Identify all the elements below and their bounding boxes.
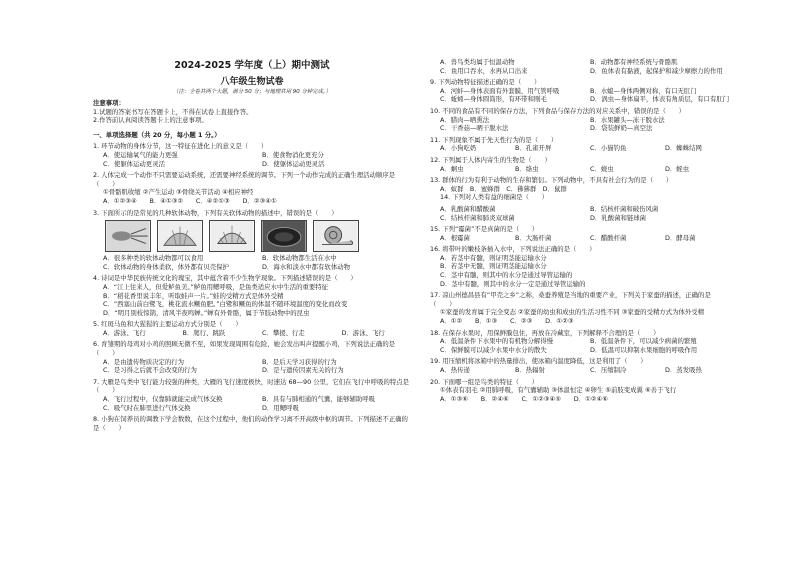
options [430, 165, 730, 174]
mussel-icon [261, 220, 307, 252]
left-column [93, 0, 411, 432]
option: D．游泳、飞行 [341, 328, 385, 337]
question [93, 171, 411, 205]
question [93, 274, 411, 317]
question-stem: 20. 下面哪一组是鸟类的特征（ ） [430, 377, 539, 386]
option: A．蚁群 B．蜜蜂群 C．狒狒群 D．鼠群 [440, 184, 567, 193]
option: A．热传递 [440, 366, 470, 374]
question-stem: 3. 下面所示的是常见的几种软体动物，下列有关软体动物的描述中，错误的是（ ） [93, 208, 338, 217]
option: C．结核杆菌和肺炎双球菌 [440, 213, 515, 222]
option: A．很多种类的软体动物都可以食用 [103, 254, 204, 263]
mollusk-images [105, 220, 411, 252]
notice-item: 2.作答前认真阅读答题卡上的注意事项。 [93, 116, 208, 125]
left-question-list [93, 142, 411, 432]
option: B．若茎中无髓，则证明茎能运输水分 [440, 262, 547, 271]
question-stem: 11. 下列现象不属于先天性行为的是（ ） [430, 135, 558, 144]
question [430, 357, 730, 374]
question-stem: 15. 下列“霉菌”不是真菌的是（ ） [430, 225, 539, 234]
question-stem: 1. 环节动物的身体分节，这一特征在进化上的意义是（ ） [93, 142, 268, 151]
question [430, 225, 730, 242]
options [430, 185, 730, 202]
question [93, 340, 411, 374]
option-line: C．“西塞山前白鹭飞，桃花流水鳜鱼肥。”白鹭和鳜鱼的体温不随环境温度的变化而改变 [103, 300, 348, 309]
option: C．干香菇—晒干脱水法 [440, 124, 509, 133]
option: A．使运输氧气的能力更强 [103, 150, 178, 159]
exam-subtitle: 八年级生物试卷 [220, 77, 284, 87]
option: C．小猫钓鱼 [590, 144, 627, 153]
question-stem: 13. 群体的行为有利于动物的生存和繁衍。下列动物中，不具有社会行为的是（ ） [430, 176, 673, 185]
option: C．蛲虫 [590, 164, 614, 173]
options [430, 234, 730, 243]
options [430, 337, 730, 354]
option: A．河蚌—身体表面有外套膜，用气管呼吸 [440, 86, 560, 95]
option: D．茎中有髓，则其中的水分一定是通过导管运输的 [440, 279, 586, 288]
option: B．动物都有神经系统与骨骼肌 [590, 58, 678, 66]
option: C．是习得之后就不会改变的行为 [103, 366, 197, 375]
option: B．软体动物都生活在水中 [262, 254, 337, 263]
option: D．袋装鲜奶—真空法 [590, 124, 653, 133]
options [430, 58, 730, 75]
option: A．兽鸟类均属于恒温动物 [440, 58, 515, 66]
option: B．低温条件下，可以减少病菌的繁殖 [590, 337, 697, 346]
option-line: D．“明月别枝惊鹊，清风半夜鸣蝉。”蝉有外骨骼，属于节肢动物中的昆虫 [103, 308, 310, 317]
option: A．①② B．①③ C．②③ D．①②③ [440, 317, 574, 326]
option: D．使躯体运动更灵活 [262, 159, 325, 168]
options [430, 87, 730, 104]
question [93, 320, 411, 337]
option: ①骨骼肌收缩 ②产生运动 ③骨绕关节活动 ④相应神经 [103, 188, 254, 197]
question [430, 205, 730, 222]
option: B．具有与肺相通的气囊，能够辅助呼吸 [262, 395, 376, 404]
option: A．①③⑥ B．②④⑥ C．①②③④⑤ D．①②④⑥ [440, 394, 608, 403]
question-stem: 10. 不同的食品有不同的保存方法，下列食品与保存方法的对应关系中，错误的是（ ） [430, 106, 686, 115]
question [93, 209, 411, 272]
question-stem: 6. 育雏期的母鸡对小鸡的照顾无微不至，如果发现周围有危险，她会发出叫声提醒小鸡，下列说法正确的是（ ） [93, 340, 396, 358]
question-stem: 8. 小狗在饲养员的调教下学会数数，在这个过程中，他们的动作学习离不开高级中枢的调节。下列描述不正确的是（ ） [93, 415, 408, 432]
question [93, 142, 411, 168]
question-stem: 2. 人体完成一个动作不只需要运动系统，还需要神经系统的调节。下列一个动作完成的正确生理活动顺序是（ ） [93, 171, 396, 188]
question [430, 78, 730, 104]
options [430, 386, 730, 403]
exam-title: 2024-2025 学年度（上）期中测试 [174, 60, 330, 71]
option: A．①②③④ B．④①③② C．④②①③ D．②③④① [103, 196, 277, 205]
option: B．水螅—身体两侧对称，有口无肛门 [590, 86, 697, 95]
option: 14. 下列对人类有益的细菌是（ ） [440, 193, 549, 202]
option: A．蛔虫 [440, 164, 464, 173]
option: D．蒸发吸热 [665, 366, 702, 374]
option: D．蜘蛛结网 [665, 144, 702, 153]
option: ①家蚕的发育属于完全变态 ②家蚕的幼虫和成虫的生活习性不同 ③家蚕的受精方式为体外受精 [440, 308, 705, 317]
options [430, 366, 730, 375]
option: C．攀援、行走 [262, 328, 305, 337]
snail-icon [313, 220, 359, 252]
option: A．低温条件下水果中的有机物分解得慢 [440, 337, 554, 346]
option: D．鱼体表有黏液，起保护和减少摩擦力的作用 [590, 66, 723, 75]
options [93, 395, 411, 412]
option: C．保鲜膜可以减少水果中水分的散失 [440, 345, 547, 354]
section-heading: 一、单项选择题（共 20 分，每小题 1 分。） [93, 130, 221, 139]
option: A．根霉菌 [440, 233, 470, 242]
question-stem: 17. 凉山州德昌县有“甲壳之乡”之称，桑蚕养殖是当地的重要产业，下列关于家蚕的描述，正确的是（ ） [430, 291, 711, 308]
option: C．蚯蚓—身体圆筒形，有环带和刚毛 [440, 95, 547, 104]
option: D．乳酸菌和链球菌 [590, 213, 647, 222]
option: D．低温可以抑制水果细胞的呼吸作用 [590, 345, 698, 354]
question-stem: 12. 下列属于人体内寄生的生物是（ ） [430, 155, 551, 164]
question-stem: 7. 大雁是鸟类中飞行能力较强的种类，大雁的飞行速度极快，时速达 68—90 公里，它们在飞行中呼吸的特点是（ ） [93, 377, 410, 395]
option: D．酵母菌 [665, 233, 696, 242]
option: C．压缩制冷 [590, 366, 627, 374]
option: C．吸气时在肺里进行气体交换 [103, 403, 191, 412]
option: A．游泳、飞行 [103, 328, 146, 337]
options [93, 151, 411, 168]
options [430, 144, 730, 153]
option: B．绦虫 [515, 164, 539, 173]
question-stem: 19. 用压缩机将冰箱中的热量排出，使冰箱内温度降低，这是利用了（ ） [430, 357, 647, 366]
option: C．软体动物的身体柔软，体外都有贝壳保护 [103, 262, 229, 271]
option-line: A．“江上往来人，但爱鲈鱼美。”鲈鱼用鳃呼吸，是鱼类适应水中生活的重要特征 [103, 282, 329, 291]
option: D．海水和淡水中都有软体动物 [262, 262, 350, 271]
scallop-icon [209, 220, 255, 252]
question [430, 245, 730, 288]
question [430, 176, 730, 202]
options [430, 308, 730, 325]
options [93, 358, 411, 375]
option: C．使躯体运动更灵活 [103, 159, 165, 168]
options [93, 188, 411, 205]
question-stem: 9. 下列动物特征描述正确的是（ ） [430, 78, 541, 87]
question [430, 291, 730, 325]
option: B．大肠杆菌 [515, 233, 552, 242]
right-column [430, 0, 730, 403]
options [93, 254, 411, 271]
option: D．用鳃呼吸 [262, 403, 299, 412]
option: ①体表有羽毛 ②用肺呼吸，有气囊辅助 ③体温恒定 ④卵生 ⑤前肢变成翼 ⑥善于飞行 [440, 386, 677, 395]
option: C．鱼用口吞水，水再从口出来 [440, 66, 528, 75]
options [93, 329, 411, 338]
notice-item: 1.试题的答案书写在答题卡上，不得在试卷上直接作答。 [93, 107, 253, 116]
question-stem: 16. 将带叶的嫩枝条插入水中，下列说法正确的是（ ） [430, 245, 596, 254]
question [430, 156, 730, 173]
option: A．乳酸菌和醋酸菌 [440, 204, 496, 213]
options [430, 116, 730, 133]
option: C．茎中有髓，则其中的水分是通过导管运输的 [440, 271, 573, 280]
options [430, 205, 730, 222]
question [430, 329, 730, 355]
option: B．孔雀开屏 [515, 144, 552, 153]
question [430, 58, 730, 75]
options [430, 254, 730, 288]
option: D．涡虫—身体扁平，体表有角质层，有口有肛门 [590, 95, 730, 104]
notice-heading: 注意事项： [93, 99, 125, 107]
question [430, 107, 730, 133]
squid-icon [105, 220, 151, 252]
option: D．是与遗传因素无关的行为 [262, 366, 344, 375]
question-stem: 5. 红斑马鱼和大猩猩的主要运动方式分别是（ ） [93, 320, 242, 329]
option: A．小狗吃奶 [440, 144, 477, 153]
question [430, 378, 730, 404]
option-line: B．“稻花香里说丰年，听取蛙声一片。”蛙的受精方式是体外受精 [103, 291, 284, 300]
option: B．水果罐头—冻干脱水法 [590, 115, 665, 124]
option: B．使食物消化更充分 [262, 150, 324, 159]
option: A．若茎中有髓，则证明茎能运输水分 [440, 253, 547, 262]
option: B．热辐射 [515, 366, 545, 374]
option: A．腊肉—晒熏法 [440, 115, 490, 124]
clam-shell-icon [157, 220, 203, 252]
option: B．是后天学习获得的行为 [262, 357, 337, 366]
question [430, 136, 730, 153]
option: A．是由遗传物质决定的行为 [103, 357, 185, 366]
right-question-list [430, 58, 730, 403]
exam-note: （注：全卷共两个大题，满分 50 分；与地理共用 90 分钟完成。） [172, 89, 332, 95]
option: B．结核杆菌和破伤风菌 [590, 204, 659, 213]
question [93, 378, 411, 412]
question-stem: 4. 诗词是中华民族传统文化的瑰宝，其中蕴含着不少生物学现象。下列描述错误的是（ ） [93, 274, 357, 283]
option: B．爬行、跳跃 [182, 328, 226, 337]
option: A．飞行过程中，仅靠肺就能完成气体交换 [103, 395, 223, 404]
question-stem: 18. 在保存水果时，用保鲜膜包住，再放在冷藏室，下列解释不合理的是（ ） [430, 328, 660, 337]
question [93, 415, 411, 432]
option: D．蛭虫 [665, 164, 690, 173]
option: C．醋酸杆菌 [590, 233, 627, 242]
